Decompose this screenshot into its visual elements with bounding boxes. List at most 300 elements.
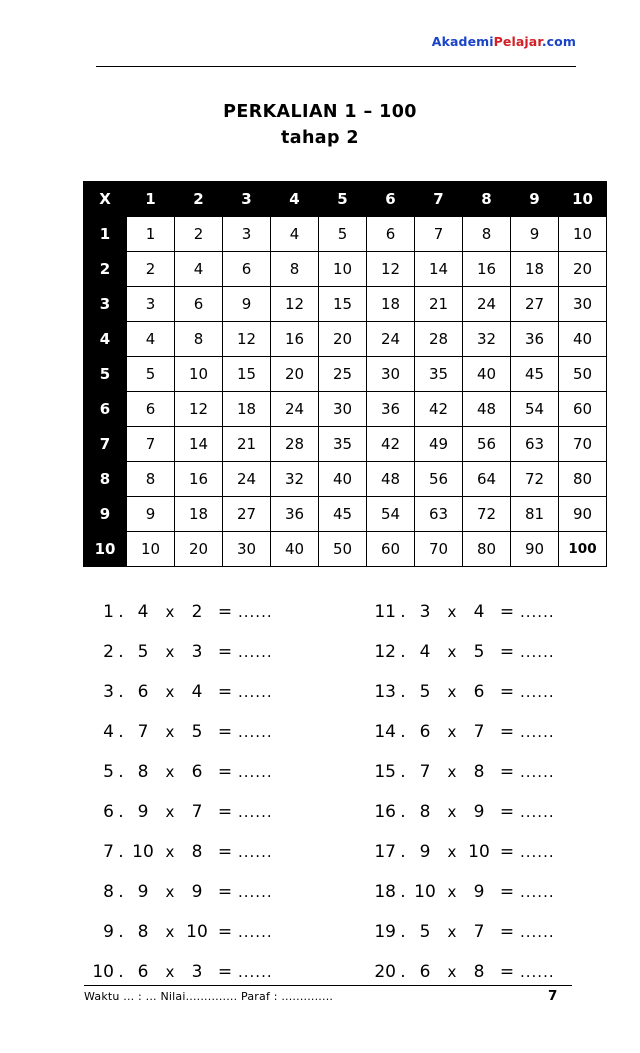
exercise-column-right (370, 592, 568, 992)
exercise-item (88, 952, 286, 992)
table-cell: 63 (415, 497, 463, 532)
exercise-item (88, 872, 286, 912)
exercise-number: 18 (374, 882, 396, 902)
table-cell: 24 (223, 462, 271, 497)
table-row (84, 287, 607, 322)
exercise-item (370, 912, 568, 952)
table-cell: 14 (175, 427, 223, 462)
exercise-item (370, 952, 568, 992)
page-title-line2: tahap 2 (280, 128, 360, 148)
table-row (84, 532, 607, 567)
table-cell: 2 (175, 217, 223, 252)
table-cell: 4 (175, 252, 223, 287)
equals-symbol: = (217, 962, 233, 982)
table-cell: 49 (415, 427, 463, 462)
exercise-item (370, 592, 568, 632)
table-row-label: 7 (84, 427, 127, 462)
table-row-label: 8 (84, 462, 127, 497)
table-row (84, 497, 607, 532)
table-row-label: 10 (84, 532, 127, 567)
table-cell: 3 (127, 287, 175, 322)
multiply-symbol: x (447, 843, 457, 861)
exercise-number: 15 (374, 762, 396, 782)
exercise-operand-b: 9 (473, 802, 485, 822)
table-cell: 90 (559, 497, 607, 532)
table-cell: 16 (271, 322, 319, 357)
table-cell: 14 (415, 252, 463, 287)
table-cell: 50 (319, 532, 367, 567)
equals-symbol: = (499, 922, 515, 942)
exercise-answer-blank[interactable]: ...... (238, 803, 273, 821)
multiply-symbol: x (165, 643, 175, 661)
table-cell: 80 (559, 462, 607, 497)
multiply-symbol: x (165, 683, 175, 701)
exercise-operand-a: 8 (137, 762, 149, 782)
equals-symbol: = (499, 842, 515, 862)
table-cell: 36 (271, 497, 319, 532)
table-cell: 8 (463, 217, 511, 252)
site-brand (432, 34, 576, 49)
table-cell: 4 (271, 217, 319, 252)
table-cell: 80 (463, 532, 511, 567)
page-number: 7 (548, 988, 558, 1004)
exercise-dot: . (118, 882, 124, 902)
table-cell: 21 (223, 427, 271, 462)
table-cell: 10 (319, 252, 367, 287)
exercise-dot: . (118, 642, 124, 662)
exercise-answer-blank[interactable]: ...... (238, 763, 273, 781)
table-cell: 40 (463, 357, 511, 392)
table-row (84, 392, 607, 427)
exercise-number: 3 (103, 682, 114, 702)
table-cell: 7 (127, 427, 175, 462)
multiplication-table (83, 181, 607, 567)
table-cell: 45 (511, 357, 559, 392)
exercise-operand-a: 10 (132, 842, 154, 862)
exercise-item (88, 912, 286, 952)
exercise-number: 19 (374, 922, 396, 942)
exercise-column-left (88, 592, 286, 992)
equals-symbol: = (217, 882, 233, 902)
table-cell: 20 (271, 357, 319, 392)
exercise-answer-blank[interactable]: ...... (520, 603, 555, 621)
table-row (84, 252, 607, 287)
equals-symbol: = (217, 722, 233, 742)
table-cell: 12 (223, 322, 271, 357)
exercise-dot: . (400, 602, 406, 622)
table-cell: 81 (511, 497, 559, 532)
table-cell: 28 (415, 322, 463, 357)
exercise-item (370, 832, 568, 872)
table-cell: 42 (367, 427, 415, 462)
table-cell: 8 (127, 462, 175, 497)
table-cell: 27 (511, 287, 559, 322)
exercise-operand-b: 5 (191, 722, 203, 742)
exercise-operand-b: 7 (473, 922, 485, 942)
table-cell: 54 (367, 497, 415, 532)
exercise-number: 10 (92, 962, 114, 982)
exercise-dot: . (400, 962, 406, 982)
table-cell: 36 (367, 392, 415, 427)
page-title-line1: PERKALIAN 1 – 100 (223, 102, 417, 122)
table-cell: 90 (511, 532, 559, 567)
exercise-item (370, 792, 568, 832)
exercise-dot: . (400, 642, 406, 662)
exercise-answer-blank[interactable]: ...... (520, 683, 555, 701)
exercise-answer-blank[interactable]: ...... (520, 963, 555, 981)
exercise-dot: . (118, 682, 124, 702)
exercise-operand-a: 10 (414, 882, 436, 902)
exercise-item (370, 672, 568, 712)
multiply-symbol: x (165, 883, 175, 901)
table-cell: 70 (559, 427, 607, 462)
exercise-operand-a: 9 (137, 882, 149, 902)
multiply-symbol: x (165, 923, 175, 941)
exercise-dot: . (118, 962, 124, 982)
footer-divider (84, 985, 572, 986)
table-cell: 27 (223, 497, 271, 532)
table-header-cell: 3 (223, 182, 271, 217)
exercise-answer-blank[interactable]: ...... (520, 843, 555, 861)
table-cell: 40 (559, 322, 607, 357)
table-row-label: 1 (84, 217, 127, 252)
multiplication-table-wrapper (83, 181, 607, 567)
brand-part-pelajar: Pelajar (493, 34, 542, 49)
table-row-label: 9 (84, 497, 127, 532)
table-header-cell: 7 (415, 182, 463, 217)
exercise-number: 13 (374, 682, 396, 702)
table-cell: 30 (223, 532, 271, 567)
equals-symbol: = (499, 762, 515, 782)
exercise-dot: . (400, 762, 406, 782)
table-header-cell: 8 (463, 182, 511, 217)
table-header-cell: 10 (559, 182, 607, 217)
exercise-operand-a: 6 (137, 962, 149, 982)
table-cell: 20 (175, 532, 223, 567)
exercise-dot: . (400, 682, 406, 702)
table-cell: 63 (511, 427, 559, 462)
table-cell: 8 (175, 322, 223, 357)
equals-symbol: = (499, 642, 515, 662)
exercise-dot: . (400, 882, 406, 902)
exercise-item (88, 592, 286, 632)
table-header-cell: 6 (367, 182, 415, 217)
exercise-operand-a: 4 (419, 642, 431, 662)
table-cell: 21 (415, 287, 463, 322)
exercise-operand-b: 5 (473, 642, 485, 662)
exercise-answer-blank[interactable]: ...... (238, 883, 273, 901)
table-cell: 20 (319, 322, 367, 357)
table-cell: 70 (415, 532, 463, 567)
table-cell: 72 (511, 462, 559, 497)
table-row-label: 6 (84, 392, 127, 427)
exercise-operand-b: 9 (473, 882, 485, 902)
table-cell: 12 (367, 252, 415, 287)
equals-symbol: = (217, 642, 233, 662)
table-cell: 1 (127, 217, 175, 252)
table-cell: 32 (463, 322, 511, 357)
table-cell: 56 (415, 462, 463, 497)
table-header-cell: 9 (511, 182, 559, 217)
exercise-item (88, 792, 286, 832)
equals-symbol: = (499, 682, 515, 702)
exercise-operand-a: 5 (419, 922, 431, 942)
table-row (84, 217, 607, 252)
equals-symbol: = (217, 762, 233, 782)
table-cell: 60 (559, 392, 607, 427)
table-cell: 64 (463, 462, 511, 497)
equals-symbol: = (217, 682, 233, 702)
table-cell: 2 (127, 252, 175, 287)
exercise-operand-a: 7 (419, 762, 431, 782)
multiply-symbol: x (447, 603, 457, 621)
equals-symbol: = (499, 962, 515, 982)
exercise-answer-blank[interactable]: ...... (520, 923, 555, 941)
exercise-number: 16 (374, 802, 396, 822)
exercise-answer-blank[interactable]: ...... (238, 683, 273, 701)
table-cell: 24 (271, 392, 319, 427)
equals-symbol: = (217, 802, 233, 822)
table-row-label: 3 (84, 287, 127, 322)
table-cell: 35 (319, 427, 367, 462)
table-cell: 4 (127, 322, 175, 357)
exercise-operand-a: 8 (419, 802, 431, 822)
table-cell: 48 (367, 462, 415, 497)
exercise-operand-a: 5 (137, 642, 149, 662)
exercise-number: 8 (103, 882, 114, 902)
multiply-symbol: x (447, 643, 457, 661)
table-cell: 12 (175, 392, 223, 427)
exercise-dot: . (118, 762, 124, 782)
header-divider (96, 66, 576, 67)
table-cell: 18 (223, 392, 271, 427)
exercise-item (370, 752, 568, 792)
equals-symbol: = (499, 882, 515, 902)
table-cell: 16 (175, 462, 223, 497)
table-row-label: 5 (84, 357, 127, 392)
exercise-answer-blank[interactable]: ...... (520, 643, 555, 661)
table-cell: 9 (223, 287, 271, 322)
multiply-symbol: x (165, 963, 175, 981)
table-cell: 36 (511, 322, 559, 357)
exercise-item (370, 872, 568, 912)
table-cell: 10 (127, 532, 175, 567)
exercise-item (88, 832, 286, 872)
table-cell: 45 (319, 497, 367, 532)
table-cell: 18 (367, 287, 415, 322)
table-cell: 15 (223, 357, 271, 392)
table-cell: 18 (511, 252, 559, 287)
multiply-symbol: x (165, 603, 175, 621)
table-cell: 28 (271, 427, 319, 462)
table-cell: 3 (223, 217, 271, 252)
multiply-symbol: x (447, 883, 457, 901)
exercise-dot: . (400, 842, 406, 862)
equals-symbol: = (217, 922, 233, 942)
exercise-item (88, 752, 286, 792)
table-cell: 56 (463, 427, 511, 462)
exercise-dot: . (118, 802, 124, 822)
exercise-operand-b: 6 (191, 762, 203, 782)
table-cell: 48 (463, 392, 511, 427)
multiply-symbol: x (447, 923, 457, 941)
exercise-operand-b: 10 (186, 922, 208, 942)
table-header-cell: 4 (271, 182, 319, 217)
exercise-item (88, 712, 286, 752)
table-row-label: 2 (84, 252, 127, 287)
exercise-number: 14 (374, 722, 396, 742)
exercise-number: 17 (374, 842, 396, 862)
multiply-symbol: x (447, 803, 457, 821)
table-cell: 10 (559, 217, 607, 252)
exercise-answer-blank[interactable]: ...... (238, 643, 273, 661)
exercise-answer-blank[interactable]: ...... (520, 763, 555, 781)
exercise-operand-a: 7 (137, 722, 149, 742)
exercise-dot: . (118, 922, 124, 942)
table-cell: 10 (175, 357, 223, 392)
table-row (84, 322, 607, 357)
table-row-label: 4 (84, 322, 127, 357)
exercise-operand-a: 3 (419, 602, 431, 622)
equals-symbol: = (217, 602, 233, 622)
exercise-number: 6 (103, 802, 114, 822)
table-cell: 15 (319, 287, 367, 322)
multiply-symbol: x (447, 723, 457, 741)
exercise-operand-a: 6 (419, 722, 431, 742)
exercise-operand-b: 6 (473, 682, 485, 702)
exercise-operand-b: 3 (191, 962, 203, 982)
table-cell: 9 (127, 497, 175, 532)
equals-symbol: = (217, 842, 233, 862)
exercise-number: 4 (103, 722, 114, 742)
exercise-operand-a: 5 (419, 682, 431, 702)
exercise-answer-blank[interactable]: ...... (520, 883, 555, 901)
exercise-answer-blank[interactable]: ...... (238, 843, 273, 861)
exercise-operand-b: 7 (473, 722, 485, 742)
exercise-answer-blank[interactable]: ...... (238, 603, 273, 621)
page-title (0, 100, 640, 150)
exercise-operand-a: 8 (137, 922, 149, 942)
table-row (84, 462, 607, 497)
exercise-operand-a: 9 (137, 802, 149, 822)
exercise-dot: . (118, 602, 124, 622)
exercise-number: 9 (103, 922, 114, 942)
table-cell: 6 (367, 217, 415, 252)
exercise-item (370, 632, 568, 672)
exercise-item (88, 672, 286, 712)
table-cell: 60 (367, 532, 415, 567)
exercise-number: 7 (103, 842, 114, 862)
table-cell: 6 (223, 252, 271, 287)
table-row (84, 357, 607, 392)
table-cell: 24 (463, 287, 511, 322)
exercise-item (88, 632, 286, 672)
exercise-dot: . (400, 802, 406, 822)
table-cell: 6 (127, 392, 175, 427)
table-cell: 7 (415, 217, 463, 252)
table-cell: 30 (319, 392, 367, 427)
table-row (84, 427, 607, 462)
table-cell: 100 (559, 532, 607, 567)
brand-part-domain: .com (541, 34, 576, 49)
exercise-operand-b: 3 (191, 642, 203, 662)
exercise-item (370, 712, 568, 752)
table-cell: 54 (511, 392, 559, 427)
exercise-answer-blank[interactable]: ...... (238, 963, 273, 981)
equals-symbol: = (499, 802, 515, 822)
exercise-number: 12 (374, 642, 396, 662)
table-cell: 32 (271, 462, 319, 497)
table-cell: 18 (175, 497, 223, 532)
exercise-operand-b: 7 (191, 802, 203, 822)
table-header-cell: 1 (127, 182, 175, 217)
table-cell: 20 (559, 252, 607, 287)
exercise-operand-b: 10 (468, 842, 490, 862)
table-cell: 25 (319, 357, 367, 392)
table-cell: 5 (127, 357, 175, 392)
table-cell: 12 (271, 287, 319, 322)
exercise-number: 20 (374, 962, 396, 982)
table-cell: 35 (415, 357, 463, 392)
table-cell: 24 (367, 322, 415, 357)
exercise-number: 11 (374, 602, 396, 622)
multiply-symbol: x (165, 723, 175, 741)
exercise-operand-a: 6 (137, 682, 149, 702)
exercise-operand-b: 4 (191, 682, 203, 702)
multiply-symbol: x (165, 843, 175, 861)
table-corner-cell: X (84, 182, 127, 217)
multiply-symbol: x (447, 763, 457, 781)
equals-symbol: = (499, 722, 515, 742)
brand-part-akademi: Akademi (431, 34, 494, 49)
exercise-number: 1 (103, 602, 114, 622)
exercise-dot: . (118, 842, 124, 862)
multiply-symbol: x (165, 763, 175, 781)
exercise-operand-b: 8 (473, 962, 485, 982)
exercise-number: 2 (103, 642, 114, 662)
table-cell: 5 (319, 217, 367, 252)
table-cell: 42 (415, 392, 463, 427)
footer-info: Waktu ... : ... Nilai.............. Paraf : .............. (84, 990, 334, 1003)
multiply-symbol: x (447, 683, 457, 701)
multiply-symbol: x (165, 803, 175, 821)
table-header-cell: 2 (175, 182, 223, 217)
exercise-operand-b: 9 (191, 882, 203, 902)
table-cell: 50 (559, 357, 607, 392)
exercise-answer-blank[interactable]: ...... (520, 803, 555, 821)
equals-symbol: = (499, 602, 515, 622)
exercise-operand-b: 4 (473, 602, 485, 622)
exercise-operand-b: 8 (191, 842, 203, 862)
table-cell: 30 (367, 357, 415, 392)
table-header-row (84, 182, 607, 217)
exercise-answer-blank[interactable]: ...... (238, 723, 273, 741)
table-cell: 40 (319, 462, 367, 497)
exercise-operand-a: 4 (137, 602, 149, 622)
exercise-answer-blank[interactable]: ...... (238, 923, 273, 941)
exercise-operand-b: 2 (191, 602, 203, 622)
table-cell: 16 (463, 252, 511, 287)
exercise-answer-blank[interactable]: ...... (520, 723, 555, 741)
exercise-number: 5 (103, 762, 114, 782)
table-cell: 30 (559, 287, 607, 322)
exercise-operand-a: 9 (419, 842, 431, 862)
exercise-dot: . (400, 722, 406, 742)
exercise-operand-a: 6 (419, 962, 431, 982)
table-cell: 8 (271, 252, 319, 287)
multiply-symbol: x (447, 963, 457, 981)
exercise-dot: . (118, 722, 124, 742)
